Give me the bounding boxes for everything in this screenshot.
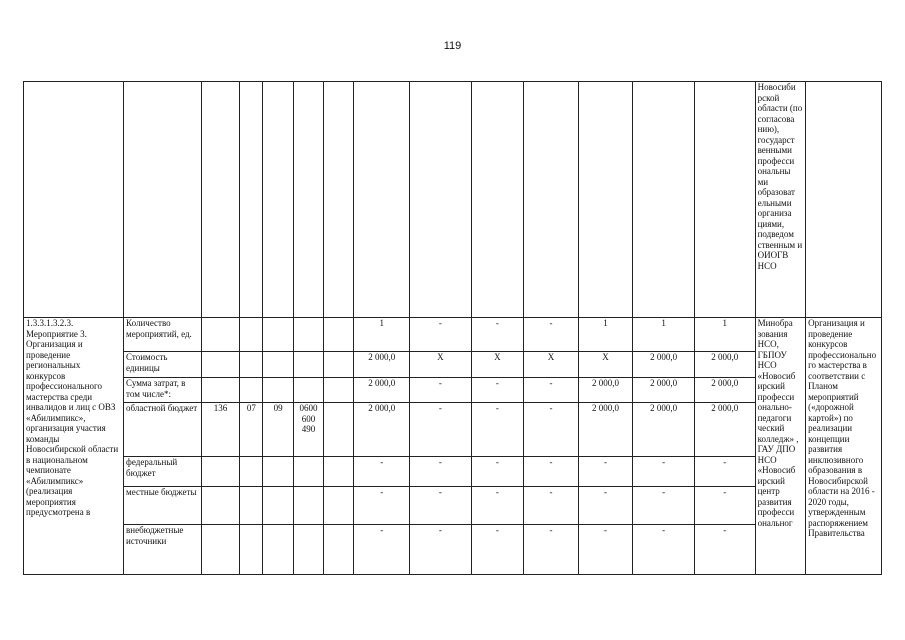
- year-cell-empty: [471, 82, 524, 318]
- value-cell: -: [410, 403, 472, 457]
- value-cell: 2 000,0: [633, 378, 695, 403]
- value-cell: X: [524, 352, 579, 378]
- measure-name: 1.3.3.1.3.2.3. Мероприятие 3. Организация и проведение региональных конкурсов профессионального мастерства среди инвалидов и лиц с ОВЗ «Абилимпикс», организация участия команды Новосибирской области в национальном чемпионате «Абилимпикс» (реализация мероприятия предусмотрена в: [24, 318, 124, 575]
- grbs-cell-empty: [201, 82, 239, 318]
- value-cell: -: [524, 403, 579, 457]
- value-cell: -: [471, 318, 524, 352]
- row-label: Стоимость единицы: [124, 352, 202, 378]
- value-cell: 2 000,0: [633, 352, 695, 378]
- value-cell: X: [471, 352, 524, 378]
- value-cell: -: [524, 525, 579, 575]
- executor: Минобра зования НСО, ГБПОУ НСО «Новосиб ирский професси онально-педагоги ческий колледж» , ГАУ ДПО НСО «Новосиб ирский центр развития професси ональног: [755, 318, 806, 575]
- value-cell: -: [410, 378, 472, 403]
- value-cell: -: [694, 457, 755, 487]
- program-table: [23, 81, 882, 575]
- table-row: [24, 378, 882, 403]
- pr-cell-empty: [263, 82, 293, 318]
- value-cell: -: [354, 457, 410, 487]
- row-label: местные бюджеты: [124, 487, 202, 525]
- value-cell: -: [633, 457, 695, 487]
- value-cell: -: [354, 525, 410, 575]
- measure-name-cell-empty: [24, 82, 124, 318]
- table-row: [24, 525, 882, 575]
- value-cell: 2 000,0: [694, 352, 755, 378]
- year-cell-empty: [410, 82, 472, 318]
- row-label: Сумма затрат, в том числе*:: [124, 378, 202, 403]
- value-cell: 2 000,0: [578, 403, 633, 457]
- year-cell-empty: [524, 82, 579, 318]
- value-cell: 2 000,0: [354, 403, 410, 457]
- table-row: [24, 352, 882, 378]
- value-cell: -: [694, 525, 755, 575]
- grbs-code: 136: [201, 403, 239, 457]
- value-cell: 1: [578, 318, 633, 352]
- value-cell: -: [410, 487, 472, 525]
- value-cell: -: [410, 318, 472, 352]
- rz-code: 07: [240, 403, 263, 457]
- pr-code: 09: [263, 403, 293, 457]
- row-label: внебюджетные источники: [124, 525, 202, 575]
- year-cell-empty: [694, 82, 755, 318]
- result-cell-empty: [806, 82, 882, 318]
- value-cell: -: [354, 487, 410, 525]
- value-cell: -: [471, 525, 524, 575]
- value-cell: -: [578, 487, 633, 525]
- value-cell: 2 000,0: [354, 378, 410, 403]
- value-cell: -: [524, 457, 579, 487]
- table-row: [24, 457, 882, 487]
- value-cell: 1: [633, 318, 695, 352]
- value-cell: -: [524, 487, 579, 525]
- value-cell: -: [633, 487, 695, 525]
- value-cell: 2 000,0: [354, 352, 410, 378]
- value-cell: -: [578, 525, 633, 575]
- row-label: федеральный бюджет: [124, 457, 202, 487]
- rz-cell-empty: [240, 82, 263, 318]
- value-cell: -: [471, 487, 524, 525]
- csr-cell-empty: [293, 82, 323, 318]
- table-row: [24, 487, 882, 525]
- value-cell: -: [471, 457, 524, 487]
- value-cell: -: [633, 525, 695, 575]
- row-label: областной бюджет: [124, 403, 202, 457]
- indicator-cell-empty: [124, 82, 202, 318]
- executor-continuation: Новосиби рской области (по согласова нию), государст венными професси ональны ми образоват ельными организа циями, подведом ственным и ОИОГВ НСО: [755, 82, 806, 318]
- year-cell-empty: [578, 82, 633, 318]
- value-cell: 2 000,0: [578, 378, 633, 403]
- value-cell: -: [578, 457, 633, 487]
- year-cell-empty: [633, 82, 695, 318]
- table-row: [24, 403, 882, 457]
- row-label: Количество мероприятий, ед.: [124, 318, 202, 352]
- value-cell: -: [524, 318, 579, 352]
- vr-cell-empty: [324, 82, 354, 318]
- value-cell: -: [471, 403, 524, 457]
- value-cell: -: [694, 487, 755, 525]
- table-row: [24, 318, 882, 352]
- value-cell: 1: [354, 318, 410, 352]
- value-cell: -: [524, 378, 579, 403]
- page-number: 119: [443, 40, 462, 52]
- value-cell: -: [410, 525, 472, 575]
- value-cell: X: [410, 352, 472, 378]
- year-cell-empty: [354, 82, 410, 318]
- value-cell: -: [410, 457, 472, 487]
- value-cell: 2 000,0: [694, 403, 755, 457]
- value-cell: X: [578, 352, 633, 378]
- value-cell: -: [471, 378, 524, 403]
- value-cell: 2 000,0: [633, 403, 695, 457]
- value-cell: 2 000,0: [694, 378, 755, 403]
- value-cell: 1: [694, 318, 755, 352]
- continuation-row: [24, 82, 882, 318]
- expected-result: Организация и проведение конкурсов профессионально го мастерства в соответствии с Планом мероприятий («дорожной картой») по реализации концепции развития инклюзивного образования в Новосибирской области на 2016 - 2020 годы, утвержденным распоряжением Правительства: [806, 318, 882, 575]
- csr-code: 0600 600 490: [293, 403, 323, 457]
